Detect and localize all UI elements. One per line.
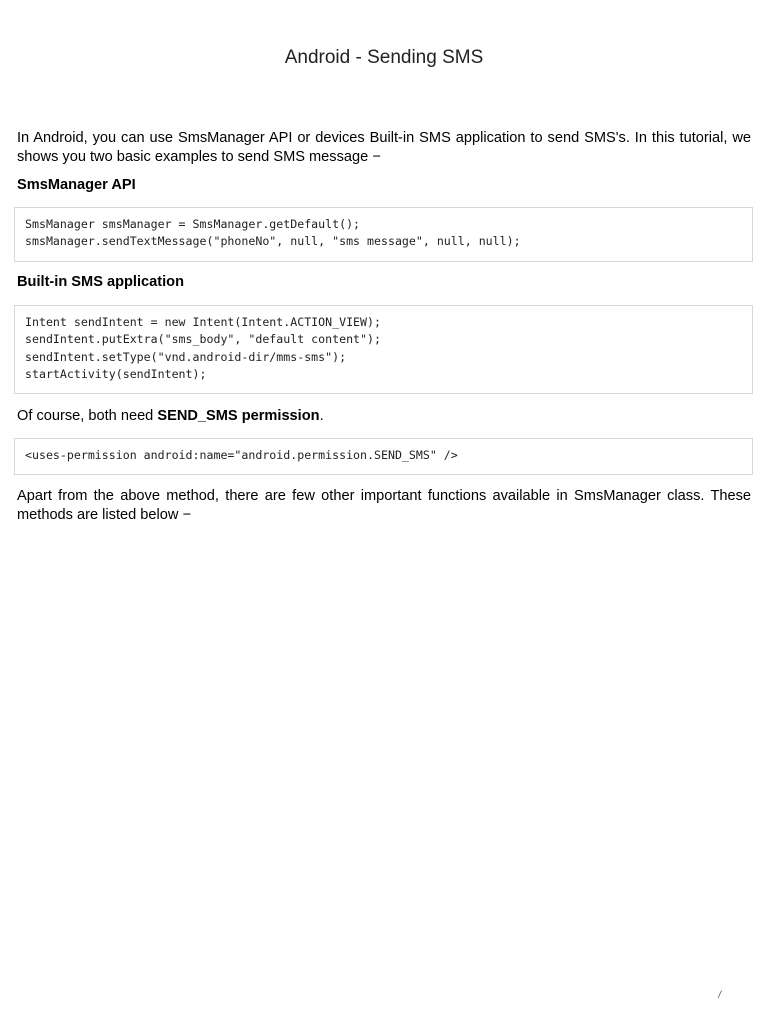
code-line: startActivity(sendIntent); — [25, 367, 207, 382]
smsmanager-code-block — [14, 207, 753, 262]
code-line: Intent sendIntent = new Intent(Intent.ACTION_VIEW); — [25, 315, 381, 329]
code-line: sendIntent.putExtra("sms_body", "default content"); — [25, 332, 381, 347]
intro-paragraph: In Android, you can use SmsManager API or devices Built-in SMS application to send SMS's. In this tutorial, we shows you two basic examples to send SMS message − — [17, 130, 751, 165]
page-title: Android - Sending SMS — [284, 47, 484, 68]
code-line: sendIntent.setType("vnd.android-dir/mms-sms"); — [25, 349, 347, 364]
code-line: SmsManager smsManager = SmsManager.getDefault(); — [25, 217, 361, 231]
permission-bold-text: SEND_SMS permission — [157, 408, 320, 424]
code-line: smsManager.sendTextMessage("phoneNo", null, "sms message", null, null); — [25, 234, 521, 249]
permission-text-before: Of course, both need — [17, 408, 158, 424]
smsmanager-api-heading: SmsManager API — [17, 177, 136, 193]
builtin-sms-heading: Built-in SMS application — [17, 274, 185, 290]
closing-paragraph: Apart from the above method, there are few other important functions available in SmsManager class. These methods are listed below − — [17, 488, 751, 523]
permission-paragraph — [17, 407, 751, 426]
permission-text-after: . — [319, 408, 324, 424]
builtin-sms-code-block — [14, 305, 753, 394]
code-line: <uses-permission android:name="android.permission.SEND_SMS" /> — [25, 448, 458, 462]
page-number: / — [718, 990, 721, 1001]
permission-code-block — [14, 438, 753, 475]
